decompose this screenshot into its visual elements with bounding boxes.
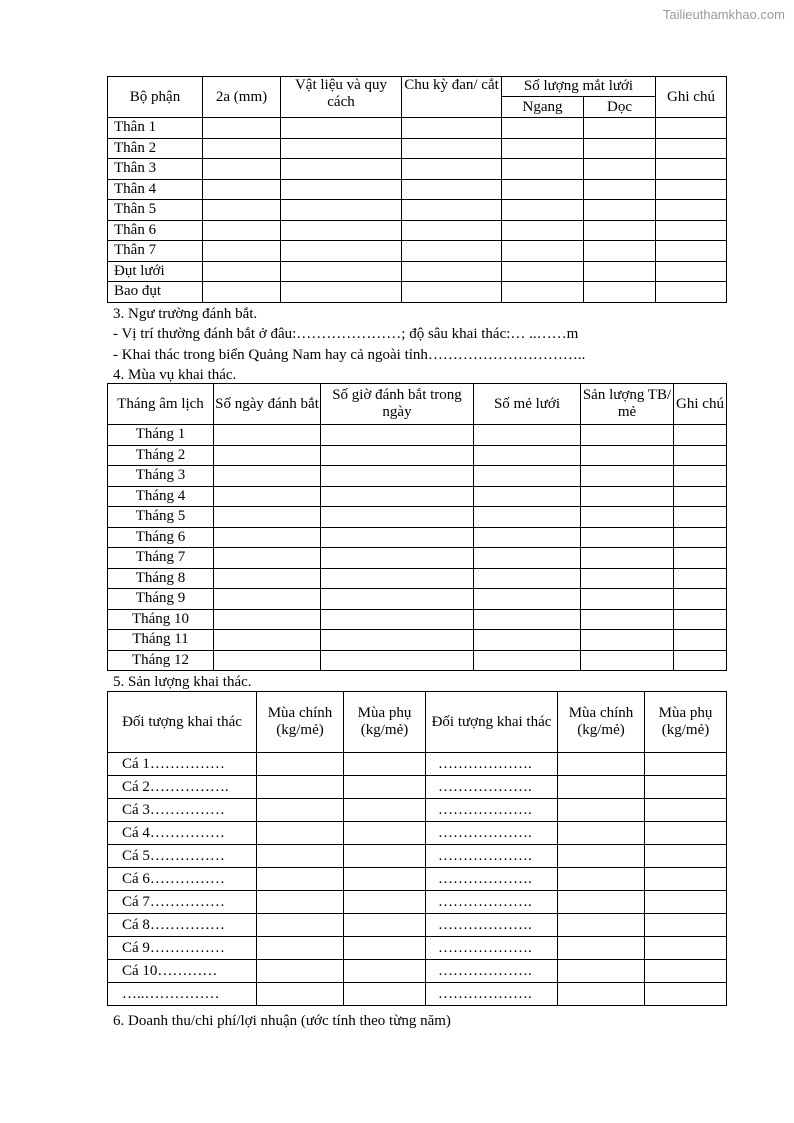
input-cell[interactable] bbox=[321, 527, 474, 548]
input-cell[interactable] bbox=[656, 200, 727, 221]
table-row bbox=[108, 609, 727, 630]
table-row bbox=[108, 425, 727, 446]
input-cell[interactable] bbox=[321, 650, 474, 671]
input-cell[interactable] bbox=[581, 650, 674, 671]
input-cell[interactable] bbox=[674, 486, 727, 507]
species-dots: ………………. bbox=[426, 937, 558, 960]
table-row bbox=[108, 466, 727, 487]
input-cell[interactable] bbox=[674, 548, 727, 569]
input-cell[interactable] bbox=[584, 159, 656, 180]
section-3-heading: 3. Ngư trường đánh bắt. bbox=[113, 306, 258, 322]
input-cell[interactable] bbox=[656, 282, 727, 303]
header-sub-season-2: Mùa phụ (kg/mẻ) bbox=[645, 692, 727, 753]
species-label: …..…………… bbox=[108, 983, 257, 1006]
table-row bbox=[108, 527, 727, 548]
input-cell[interactable] bbox=[674, 507, 727, 528]
table-row bbox=[108, 630, 727, 651]
input-cell[interactable] bbox=[402, 138, 502, 159]
month-label: Tháng 1 bbox=[108, 425, 214, 446]
month-label: Tháng 2 bbox=[108, 445, 214, 466]
input-cell[interactable] bbox=[674, 568, 727, 589]
input-cell[interactable] bbox=[645, 822, 727, 845]
input-cell[interactable] bbox=[558, 776, 645, 799]
fishing-area-line: - Khai thác trong biển Quảng Nam hay cả ngoài tỉnh………………………….. bbox=[113, 347, 586, 363]
input-cell[interactable] bbox=[281, 200, 402, 221]
species-label: Cá 2……………. bbox=[108, 776, 257, 799]
input-cell[interactable] bbox=[674, 589, 727, 610]
input-cell[interactable] bbox=[584, 200, 656, 221]
input-cell[interactable] bbox=[656, 241, 727, 262]
species-dots: ………………. bbox=[426, 776, 558, 799]
input-cell[interactable] bbox=[474, 445, 581, 466]
input-cell[interactable] bbox=[502, 118, 584, 139]
input-cell[interactable] bbox=[584, 118, 656, 139]
input-cell[interactable] bbox=[474, 527, 581, 548]
input-cell[interactable] bbox=[581, 507, 674, 528]
input-cell[interactable] bbox=[203, 200, 281, 221]
month-label: Tháng 5 bbox=[108, 507, 214, 528]
input-cell[interactable] bbox=[257, 868, 344, 891]
input-cell[interactable] bbox=[558, 914, 645, 937]
input-cell[interactable] bbox=[502, 282, 584, 303]
input-cell[interactable] bbox=[402, 261, 502, 282]
watermark: Tailieuthamkhao.com bbox=[662, 7, 785, 22]
catch-table bbox=[107, 691, 727, 1006]
input-cell[interactable] bbox=[257, 776, 344, 799]
header-note: Ghi chú bbox=[674, 384, 727, 425]
input-cell[interactable] bbox=[656, 118, 727, 139]
input-cell[interactable] bbox=[321, 507, 474, 528]
table-row bbox=[108, 822, 727, 845]
month-label: Tháng 4 bbox=[108, 486, 214, 507]
header-cycle: Chu kỳ đan/ cắt bbox=[402, 77, 502, 118]
month-label: Tháng 3 bbox=[108, 466, 214, 487]
input-cell[interactable] bbox=[402, 159, 502, 180]
input-cell[interactable] bbox=[203, 282, 281, 303]
input-cell[interactable] bbox=[584, 282, 656, 303]
table-row bbox=[108, 650, 727, 671]
header-size: 2a (mm) bbox=[203, 77, 281, 118]
part-label: Thân 4 bbox=[108, 179, 203, 200]
table-row bbox=[108, 937, 727, 960]
header-month: Tháng âm lịch bbox=[108, 384, 214, 425]
input-cell[interactable] bbox=[474, 425, 581, 446]
input-cell[interactable] bbox=[344, 937, 426, 960]
input-cell[interactable] bbox=[558, 891, 645, 914]
input-cell[interactable] bbox=[674, 630, 727, 651]
input-cell[interactable] bbox=[257, 753, 344, 776]
section-4-heading: 4. Mùa vụ khai thác. bbox=[113, 367, 237, 383]
table-row bbox=[108, 486, 727, 507]
input-cell[interactable] bbox=[656, 261, 727, 282]
input-cell[interactable] bbox=[257, 891, 344, 914]
table-row bbox=[108, 220, 727, 241]
input-cell[interactable] bbox=[558, 960, 645, 983]
input-cell[interactable] bbox=[321, 425, 474, 446]
species-label: Cá 6…………… bbox=[108, 868, 257, 891]
input-cell[interactable] bbox=[674, 466, 727, 487]
input-cell[interactable] bbox=[558, 753, 645, 776]
input-cell[interactable] bbox=[645, 891, 727, 914]
input-cell[interactable] bbox=[674, 527, 727, 548]
part-label: Đụt lưới bbox=[108, 261, 203, 282]
input-cell[interactable] bbox=[257, 937, 344, 960]
input-cell[interactable] bbox=[645, 845, 727, 868]
input-cell[interactable] bbox=[474, 609, 581, 630]
header-main-season-2: Mùa chính (kg/mẻ) bbox=[558, 692, 645, 753]
input-cell[interactable] bbox=[257, 845, 344, 868]
month-label: Tháng 7 bbox=[108, 548, 214, 569]
species-dots: ………………. bbox=[426, 960, 558, 983]
input-cell[interactable] bbox=[214, 445, 321, 466]
table-row bbox=[108, 282, 727, 303]
species-label: Cá 5…………… bbox=[108, 845, 257, 868]
input-cell[interactable] bbox=[257, 822, 344, 845]
input-cell[interactable] bbox=[402, 220, 502, 241]
input-cell[interactable] bbox=[645, 960, 727, 983]
fishing-location-line: - Vị trí thường đánh bắt ở đâu:…………………; độ sâu khai thác:… ..……m bbox=[113, 326, 579, 342]
input-cell[interactable] bbox=[257, 983, 344, 1006]
input-cell[interactable] bbox=[281, 118, 402, 139]
species-dots: ………………. bbox=[426, 822, 558, 845]
input-cell[interactable] bbox=[203, 118, 281, 139]
header-target-1: Đối tượng khai thác bbox=[108, 692, 257, 753]
input-cell[interactable] bbox=[321, 548, 474, 569]
species-label: Cá 7…………… bbox=[108, 891, 257, 914]
table-row bbox=[108, 548, 727, 569]
input-cell[interactable] bbox=[344, 753, 426, 776]
input-cell[interactable] bbox=[321, 466, 474, 487]
table-row bbox=[108, 507, 727, 528]
input-cell[interactable] bbox=[674, 609, 727, 630]
input-cell[interactable] bbox=[281, 261, 402, 282]
input-cell[interactable] bbox=[257, 914, 344, 937]
table-row bbox=[108, 799, 727, 822]
input-cell[interactable] bbox=[474, 507, 581, 528]
input-cell[interactable] bbox=[502, 159, 584, 180]
header-target-2: Đối tượng khai thác bbox=[426, 692, 558, 753]
input-cell[interactable] bbox=[321, 568, 474, 589]
input-cell[interactable] bbox=[584, 179, 656, 200]
header-part: Bộ phận bbox=[108, 77, 203, 118]
input-cell[interactable] bbox=[214, 548, 321, 569]
species-label: Cá 3…………… bbox=[108, 799, 257, 822]
input-cell[interactable] bbox=[645, 799, 727, 822]
input-cell[interactable] bbox=[584, 220, 656, 241]
input-cell[interactable] bbox=[321, 609, 474, 630]
input-cell[interactable] bbox=[321, 630, 474, 651]
input-cell[interactable] bbox=[474, 589, 581, 610]
species-label: Cá 1…………… bbox=[108, 753, 257, 776]
table-row bbox=[108, 159, 727, 180]
input-cell[interactable] bbox=[645, 983, 727, 1006]
input-cell[interactable] bbox=[502, 179, 584, 200]
input-cell[interactable] bbox=[581, 527, 674, 548]
header-days: Số ngày đánh bắt bbox=[214, 384, 321, 425]
species-dots: ………………. bbox=[426, 914, 558, 937]
input-cell[interactable] bbox=[502, 200, 584, 221]
header-mesh-count: Số lượng mắt lưới bbox=[502, 77, 656, 97]
table-row bbox=[108, 891, 727, 914]
table-row bbox=[108, 868, 727, 891]
input-cell[interactable] bbox=[402, 200, 502, 221]
species-label: Cá 9…………… bbox=[108, 937, 257, 960]
input-cell[interactable] bbox=[214, 507, 321, 528]
table-row bbox=[108, 753, 727, 776]
input-cell[interactable] bbox=[214, 630, 321, 651]
table-row bbox=[108, 589, 727, 610]
input-cell[interactable] bbox=[344, 983, 426, 1006]
header-vertical: Dọc bbox=[584, 97, 656, 118]
header-horizontal: Ngang bbox=[502, 97, 584, 118]
input-cell[interactable] bbox=[344, 799, 426, 822]
input-cell[interactable] bbox=[214, 486, 321, 507]
table-row bbox=[108, 138, 727, 159]
input-cell[interactable] bbox=[344, 891, 426, 914]
table-row bbox=[108, 445, 727, 466]
month-label: Tháng 12 bbox=[108, 650, 214, 671]
input-cell[interactable] bbox=[344, 822, 426, 845]
input-cell[interactable] bbox=[344, 914, 426, 937]
input-cell[interactable] bbox=[321, 589, 474, 610]
species-dots: ………………. bbox=[426, 983, 558, 1006]
part-label: Thân 6 bbox=[108, 220, 203, 241]
table-row bbox=[108, 118, 727, 139]
input-cell[interactable] bbox=[214, 609, 321, 630]
input-cell[interactable] bbox=[581, 568, 674, 589]
input-cell[interactable] bbox=[581, 445, 674, 466]
input-cell[interactable] bbox=[558, 822, 645, 845]
input-cell[interactable] bbox=[584, 138, 656, 159]
input-cell[interactable] bbox=[214, 527, 321, 548]
input-cell[interactable] bbox=[674, 425, 727, 446]
month-label: Tháng 6 bbox=[108, 527, 214, 548]
input-cell[interactable] bbox=[656, 220, 727, 241]
input-cell[interactable] bbox=[581, 486, 674, 507]
input-cell[interactable] bbox=[645, 914, 727, 937]
input-cell[interactable] bbox=[581, 589, 674, 610]
input-cell[interactable] bbox=[656, 159, 727, 180]
input-cell[interactable] bbox=[558, 937, 645, 960]
input-cell[interactable] bbox=[281, 138, 402, 159]
month-label: Tháng 10 bbox=[108, 609, 214, 630]
input-cell[interactable] bbox=[321, 445, 474, 466]
header-hauls: Số mẻ lưới bbox=[474, 384, 581, 425]
section-6-heading: 6. Doanh thu/chi phí/lợi nhuận (ước tính theo từng năm) bbox=[113, 1013, 451, 1029]
table-row bbox=[108, 261, 727, 282]
input-cell[interactable] bbox=[581, 630, 674, 651]
input-cell[interactable] bbox=[214, 425, 321, 446]
input-cell[interactable] bbox=[402, 118, 502, 139]
input-cell[interactable] bbox=[203, 220, 281, 241]
input-cell[interactable] bbox=[656, 138, 727, 159]
table-row bbox=[108, 179, 727, 200]
input-cell[interactable] bbox=[502, 138, 584, 159]
input-cell[interactable] bbox=[344, 845, 426, 868]
table-row bbox=[108, 200, 727, 221]
month-label: Tháng 11 bbox=[108, 630, 214, 651]
input-cell[interactable] bbox=[203, 159, 281, 180]
input-cell[interactable] bbox=[584, 261, 656, 282]
part-label: Thân 7 bbox=[108, 241, 203, 262]
input-cell[interactable] bbox=[344, 960, 426, 983]
month-label: Tháng 9 bbox=[108, 589, 214, 610]
input-cell[interactable] bbox=[402, 241, 502, 262]
input-cell[interactable] bbox=[281, 282, 402, 303]
species-dots: ………………. bbox=[426, 845, 558, 868]
input-cell[interactable] bbox=[474, 630, 581, 651]
header-hours: Số giờ đánh bắt trong ngày bbox=[321, 384, 474, 425]
input-cell[interactable] bbox=[281, 241, 402, 262]
input-cell[interactable] bbox=[281, 159, 402, 180]
input-cell[interactable] bbox=[558, 868, 645, 891]
input-cell[interactable] bbox=[581, 466, 674, 487]
input-cell[interactable] bbox=[581, 548, 674, 569]
input-cell[interactable] bbox=[214, 650, 321, 671]
input-cell[interactable] bbox=[502, 220, 584, 241]
input-cell[interactable] bbox=[674, 445, 727, 466]
part-label: Thân 1 bbox=[108, 118, 203, 139]
table-row bbox=[108, 776, 727, 799]
input-cell[interactable] bbox=[257, 960, 344, 983]
input-cell[interactable] bbox=[645, 776, 727, 799]
input-cell[interactable] bbox=[474, 486, 581, 507]
input-cell[interactable] bbox=[474, 466, 581, 487]
header-yield: Sản lượng TB/ mẻ bbox=[581, 384, 674, 425]
species-label: Cá 8…………… bbox=[108, 914, 257, 937]
species-label: Cá 4…………… bbox=[108, 822, 257, 845]
input-cell[interactable] bbox=[645, 753, 727, 776]
table-row bbox=[108, 960, 727, 983]
input-cell[interactable] bbox=[203, 261, 281, 282]
part-label: Bao đụt bbox=[108, 282, 203, 303]
table-row bbox=[108, 983, 727, 1006]
input-cell[interactable] bbox=[474, 568, 581, 589]
section-5-heading: 5. Sản lượng khai thác. bbox=[113, 674, 252, 690]
input-cell[interactable] bbox=[474, 650, 581, 671]
species-label: Cá 10………… bbox=[108, 960, 257, 983]
input-cell[interactable] bbox=[344, 776, 426, 799]
season-table bbox=[107, 383, 727, 671]
gear-parts-table bbox=[107, 76, 727, 303]
input-cell[interactable] bbox=[674, 650, 727, 671]
species-dots: ………………. bbox=[426, 891, 558, 914]
header-sub-season-1: Mùa phụ (kg/mẻ) bbox=[344, 692, 426, 753]
input-cell[interactable] bbox=[203, 138, 281, 159]
input-cell[interactable] bbox=[558, 799, 645, 822]
input-cell[interactable] bbox=[581, 609, 674, 630]
table-row bbox=[108, 241, 727, 262]
input-cell[interactable] bbox=[203, 179, 281, 200]
input-cell[interactable] bbox=[645, 937, 727, 960]
input-cell[interactable] bbox=[281, 179, 402, 200]
input-cell[interactable] bbox=[402, 282, 502, 303]
species-dots: ………………. bbox=[426, 799, 558, 822]
header-main-season-1: Mùa chính (kg/mẻ) bbox=[257, 692, 344, 753]
input-cell[interactable] bbox=[656, 179, 727, 200]
input-cell[interactable] bbox=[214, 589, 321, 610]
input-cell[interactable] bbox=[474, 548, 581, 569]
input-cell[interactable] bbox=[281, 220, 402, 241]
input-cell[interactable] bbox=[257, 799, 344, 822]
input-cell[interactable] bbox=[645, 868, 727, 891]
input-cell[interactable] bbox=[558, 845, 645, 868]
input-cell[interactable] bbox=[344, 868, 426, 891]
species-dots: ………………. bbox=[426, 753, 558, 776]
month-label: Tháng 8 bbox=[108, 568, 214, 589]
table-row bbox=[108, 914, 727, 937]
species-dots: ………………. bbox=[426, 868, 558, 891]
header-material: Vật liệu và quy cách bbox=[281, 77, 402, 118]
input-cell[interactable] bbox=[402, 179, 502, 200]
input-cell[interactable] bbox=[321, 486, 474, 507]
input-cell[interactable] bbox=[584, 241, 656, 262]
input-cell[interactable] bbox=[558, 983, 645, 1006]
part-label: Thân 5 bbox=[108, 200, 203, 221]
input-cell[interactable] bbox=[581, 425, 674, 446]
table-row bbox=[108, 568, 727, 589]
input-cell[interactable] bbox=[502, 241, 584, 262]
header-note: Ghi chú bbox=[656, 77, 727, 118]
part-label: Thân 2 bbox=[108, 138, 203, 159]
input-cell[interactable] bbox=[214, 466, 321, 487]
input-cell[interactable] bbox=[502, 261, 584, 282]
input-cell[interactable] bbox=[203, 241, 281, 262]
input-cell[interactable] bbox=[214, 568, 321, 589]
part-label: Thân 3 bbox=[108, 159, 203, 180]
table-row bbox=[108, 845, 727, 868]
